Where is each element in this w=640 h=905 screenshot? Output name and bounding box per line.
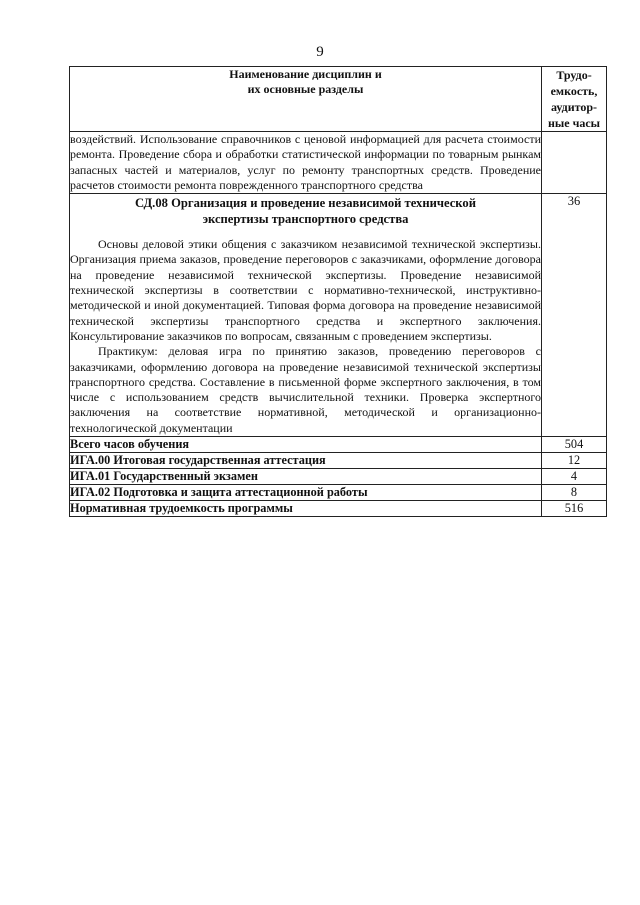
total-hours: 504 (542, 437, 607, 453)
section-row (70, 194, 607, 437)
section-title-line1: СД.08 Организация и проведение независимой технической (135, 196, 476, 211)
header-hours-line4: ные часы (547, 116, 601, 130)
header-hours-line2: емкость, (550, 84, 598, 98)
header-hours-line1: Трудо- (556, 68, 592, 82)
section-content (70, 194, 542, 437)
total-hours: 516 (542, 501, 607, 517)
header-name-line2: их основные разделы (247, 82, 364, 96)
total-hours: 8 (542, 485, 607, 501)
continuation-row (70, 132, 607, 194)
header-hours (542, 67, 607, 132)
total-label: ИГА.00 Итоговая государственная аттестация (70, 453, 542, 469)
total-label: ИГА.01 Государственный экзамен (70, 469, 542, 485)
section-paragraph-1: Основы деловой этики общения с заказчиком независимой технической экспертизы. Организация приема заказов, проведение переговоров с заказчиками, оформление договора на проведение независимой технической экспертизы. Проведение независимой технической экспертизы в соответствии с нормативно-технической, инструктивно-методической и иной документацией. Типовая форма договора на проведение независимой технической экспертизы транспортного средства и экспертного заключения. Консультирование заказчиков по вопросам, связанным с проведением экспертизы. (70, 237, 541, 343)
section-hours: 36 (542, 194, 607, 437)
curriculum-table (69, 66, 607, 517)
total-hours: 12 (542, 453, 607, 469)
section-title (70, 194, 541, 227)
section-title-line2: экспертизы транспортного средства (202, 212, 409, 227)
section-paragraph-2: Практикум: деловая игра по принятию заказов, проведению переговоров с заказчиками, оформлению договора на проведение независимой технической экспертизы транспортного средства. Составление в письменной форме экспертного заключения, в том числе с использованием средств вычислительной техники. Проверка экспертного заключения на соответствие нормативной, методической и организационно-технологической документации (70, 344, 541, 435)
page-number: 9 (316, 44, 324, 60)
header-name-line1: Наименование дисциплин и (229, 67, 382, 81)
table-row (70, 485, 607, 501)
header-discipline-name (70, 67, 542, 132)
table-header-row (70, 67, 607, 132)
continuation-hours-cell (542, 132, 607, 194)
table-row (70, 469, 607, 485)
total-label: ИГА.02 Подготовка и защита аттестационной работы (70, 485, 542, 501)
header-hours-line3: аудитор- (550, 100, 598, 114)
table-row (70, 437, 607, 453)
table-row (70, 453, 607, 469)
total-label: Нормативная трудоемкость программы (70, 501, 542, 517)
total-label: Всего часов обучения (70, 437, 542, 453)
table-row (70, 501, 607, 517)
total-hours: 4 (542, 469, 607, 485)
continuation-text: воздействий. Использование справочников с ценовой информацией для расчета стоимости ремонта. Проведение сбора и обработки статистической информации по товарным рынкам запасных частей и материалов, услуг по ремонту транспортных средств. Проведение расчетов стоимости ремонта поврежденного транспортного средства (70, 132, 541, 192)
